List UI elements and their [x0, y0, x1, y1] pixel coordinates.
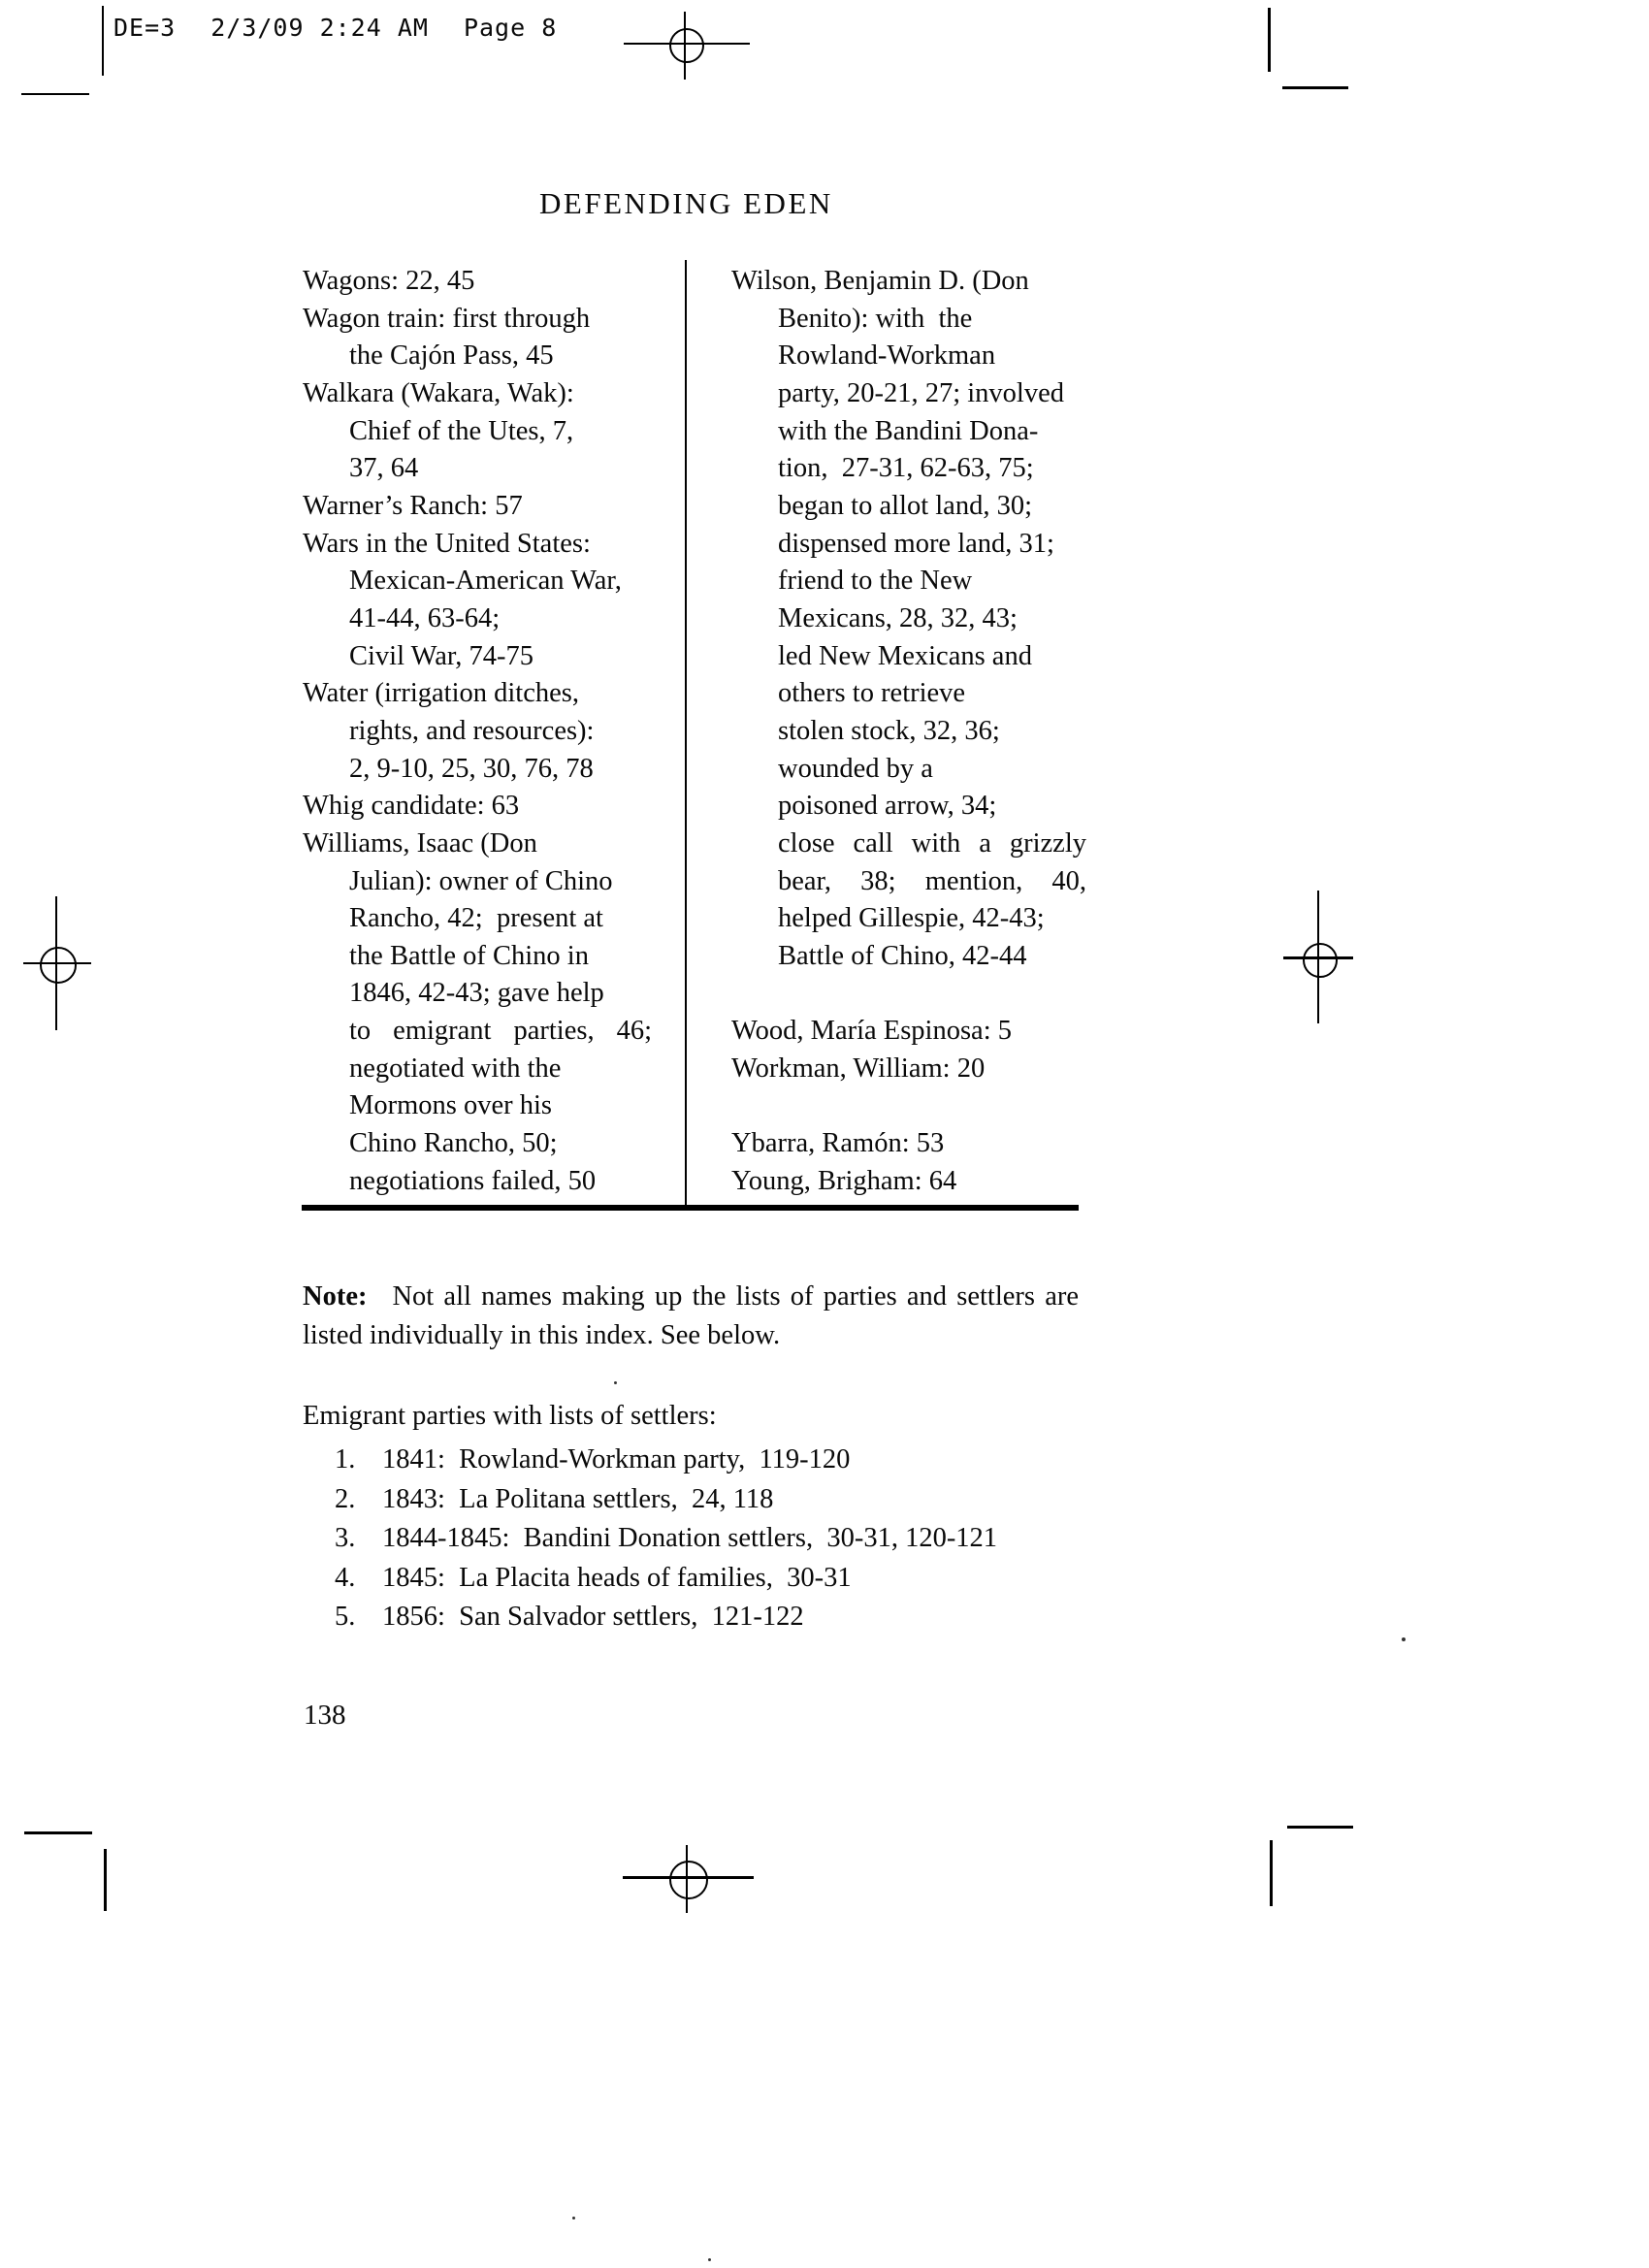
list-item [335, 1484, 997, 1524]
index-right-column [731, 263, 1086, 1200]
settler-list-heading: Emigrant parties with lists of settlers: [303, 1401, 717, 1431]
index-line: Wilson, Benjamin D. (Don [731, 266, 1029, 296]
index-line: 41-44, 63-64; [349, 602, 501, 633]
list-item [335, 1602, 997, 1641]
index-line: the Battle of Chino in [349, 940, 589, 971]
list-item-text: 1845: La Placita heads of families, 30-31 [382, 1562, 852, 1593]
crop-mark-top-right-vertical [1268, 8, 1271, 72]
index-line: Ybarra, Ramón: 53 [731, 1128, 945, 1159]
note-label: Note: [303, 1281, 368, 1312]
index-line: the Cajón Pass, 45 [349, 340, 554, 372]
index-line: Julian): owner of Chino [349, 865, 613, 896]
list-item-number: 4. [335, 1562, 356, 1593]
note-text: Not all names making up the lists of parties and settlers are listed individually in this index. See below. [303, 1281, 1079, 1350]
index-line: 1846, 42-43; gave help [349, 978, 604, 1009]
index-line: began to allot land, 30; [778, 490, 1032, 521]
print-slug-code: DE=3 [113, 14, 177, 42]
list-item [335, 1563, 997, 1603]
index-line: Whig candidate: 63 [303, 791, 520, 822]
index-line: Walkara (Wakara, Wak): [303, 377, 574, 408]
index-line: tion, 27-31, 62-63, 75; [778, 453, 1034, 484]
index-line: Mexicans, 28, 32, 43; [778, 602, 1018, 633]
index-line: Rancho, 42; present at [349, 903, 603, 934]
list-item-text: 1844-1845: Bandini Donation settlers, 30-31, 120-121 [382, 1523, 998, 1553]
index-line: friend to the New [778, 566, 973, 597]
list-item-text: 1841: Rowland-Workman party, 119-120 [382, 1444, 851, 1474]
print-slug-page-label: Page 8 [463, 14, 558, 42]
index-line: Benito): with the [778, 303, 973, 334]
list-item-number: 3. [335, 1523, 356, 1553]
index-line: others to retrieve [778, 678, 966, 709]
crop-mark-top-left-vertical [102, 6, 104, 76]
crop-mark-bottom-right-horizontal [1287, 1826, 1353, 1829]
index-line: rights, and resources): [349, 715, 595, 746]
index-line: Warner’s Ranch: 57 [303, 490, 523, 521]
index-bottom-rule [302, 1205, 1079, 1211]
index-line: helped Gillespie, 42-43; [778, 903, 1045, 934]
index-line: Civil War, 74-75 [349, 640, 534, 671]
settler-list [335, 1444, 997, 1641]
column-divider [685, 260, 687, 1208]
index-line: poisoned arrow, 34; [778, 791, 997, 822]
index-line: Chino Rancho, 50; [349, 1128, 558, 1159]
scan-speck [572, 2217, 575, 2219]
scan-speck [708, 2258, 711, 2261]
index-line: Workman, William: 20 [731, 1053, 986, 1084]
index-line: Wagon train: first through [303, 303, 591, 334]
list-item [335, 1523, 997, 1563]
crop-mark-top-left-horizontal [21, 93, 89, 95]
index-line: 2, 9-10, 25, 30, 76, 78 [349, 753, 594, 784]
crop-mark-top-right-horizontal [1282, 86, 1348, 89]
list-item [335, 1444, 997, 1484]
index-line: led New Mexicans and [778, 640, 1032, 671]
list-item-number: 5. [335, 1602, 356, 1632]
index-line: close call with a grizzly [778, 827, 1086, 859]
index-line: Wood, María Espinosa: 5 [731, 1016, 1012, 1047]
list-item-text: 1843: La Politana settlers, 24, 118 [382, 1483, 774, 1514]
index-line: Young, Brigham: 64 [731, 1165, 957, 1196]
index-line: with the Bandini Dona- [778, 415, 1039, 446]
print-slug-timestamp: 2/3/09 2:24 AM [210, 14, 429, 42]
list-item-text: 1856: San Salvador settlers, 121-122 [382, 1602, 804, 1632]
index-line [731, 1087, 1086, 1125]
list-item-number: 2. [335, 1483, 356, 1514]
index-line: stolen stock, 32, 36; [778, 715, 1000, 746]
index-line: dispensed more land, 31; [778, 528, 1054, 559]
index-line: bear, 38; mention, 40, [778, 865, 1086, 896]
index-line: Chief of the Utes, 7, [349, 415, 574, 446]
crop-mark-bottom-left-vertical [104, 1849, 107, 1911]
note-paragraph [303, 1278, 1079, 1355]
scan-speck [1402, 1637, 1406, 1641]
index-line: to emigrant parties, 46; [349, 1016, 652, 1047]
index-line [731, 975, 1086, 1013]
index-line: Rowland-Workman [778, 340, 996, 372]
index-line: Williams, Isaac (Don [303, 827, 537, 859]
index-line: Mormons over his [349, 1090, 552, 1121]
index-line: negotiated with the [349, 1053, 562, 1084]
list-item-number: 1. [335, 1444, 356, 1474]
crop-mark-bottom-right-vertical [1270, 1840, 1273, 1906]
index-line: Water (irrigation ditches, [303, 678, 579, 709]
index-line: Wars in the United States: [303, 528, 591, 559]
page-title: DEFENDING EDEN [539, 186, 833, 220]
index-line: 37, 64 [349, 453, 419, 484]
index-line: negotiations failed, 50 [349, 1165, 597, 1196]
index-left-column [303, 263, 652, 1200]
crop-mark-bottom-left-horizontal [24, 1831, 92, 1834]
index-line: wounded by a [778, 753, 933, 784]
page-number: 138 [304, 1700, 346, 1731]
index-line: Wagons: 22, 45 [303, 266, 475, 296]
print-slug-header [113, 14, 557, 42]
index-line: Mexican-American War, [349, 566, 622, 597]
index-line: party, 20-21, 27; involved [778, 377, 1064, 408]
scan-speck [614, 1381, 617, 1384]
index-line: Battle of Chino, 42-44 [778, 940, 1027, 971]
